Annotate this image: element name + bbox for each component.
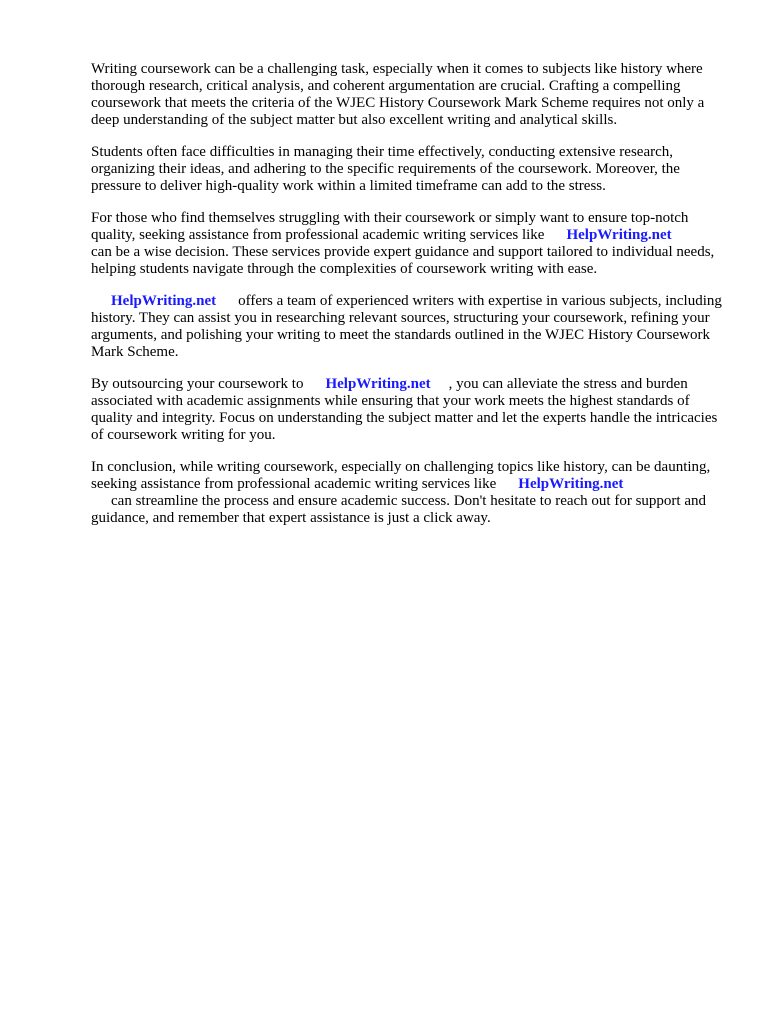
- paragraph-intro: [91, 61, 731, 129]
- paragraph-text: Writing coursework can be a challenging task, especially when it comes to subjects like history where thorough research, critical analysis, and coherent argumentation are crucial. Crafting a compelling coursework that meets the criteria of the WJEC History Coursework Mark Scheme requires not only a deep understanding of the subject matter but also excellent writing and analytical skills.: [91, 61, 705, 128]
- paragraph-offers: [91, 293, 731, 361]
- paragraph-difficulties: [91, 144, 731, 195]
- paragraph-text: can streamline the process and ensure academic success. Don't hesitate to reach out for support and guidance, and remember that expert assistance is just a click away.: [91, 493, 706, 526]
- helpwriting-link[interactable]: HelpWriting.net: [566, 227, 672, 243]
- paragraph-text: , you can alleviate the stress and burden associated with academic assignments while ensuring that your work meets the highest standards of quality and integrity. Focus on understanding the subject matter and let the experts handle the intricacies of coursework writing for you.: [91, 376, 718, 443]
- paragraph-text: In conclusion, while writing coursework, especially on challenging topics like history, can be daunting, seeking assistance from professional academic writing services like: [91, 459, 711, 492]
- paragraph-conclusion: [91, 459, 731, 527]
- paragraph-assistance: [91, 210, 731, 278]
- paragraph-text: For those who find themselves struggling with their coursework or simply want to ensure top-notch quality, seeking assistance from professional academic writing services like: [91, 210, 689, 243]
- paragraph-text: By outsourcing your coursework to: [91, 376, 304, 392]
- paragraph-text: can be a wise decision. These services provide expert guidance and support tailored to individual needs, helping students navigate through the complexities of coursework writing with ease.: [91, 244, 715, 277]
- paragraph-text: Students often face difficulties in managing their time effectively, conducting extensive research, organizing their ideas, and adhering to the specific requirements of the coursework. Moreover, the pressure to deliver high-quality work within a limited timeframe can add to the stress.: [91, 144, 680, 194]
- paragraph-outsourcing: [91, 376, 731, 444]
- document-body: [91, 61, 731, 542]
- helpwriting-link[interactable]: HelpWriting.net: [518, 476, 624, 492]
- helpwriting-link[interactable]: HelpWriting.net: [325, 376, 431, 392]
- paragraph-text: offers a team of experienced writers with expertise in various subjects, including history. They can assist you in researching relevant sources, structuring your coursework, refining your arguments, and polishing your writing to meet the standards outlined in the WJEC History Coursework Mark Scheme.: [91, 293, 722, 360]
- helpwriting-link[interactable]: HelpWriting.net: [111, 293, 217, 309]
